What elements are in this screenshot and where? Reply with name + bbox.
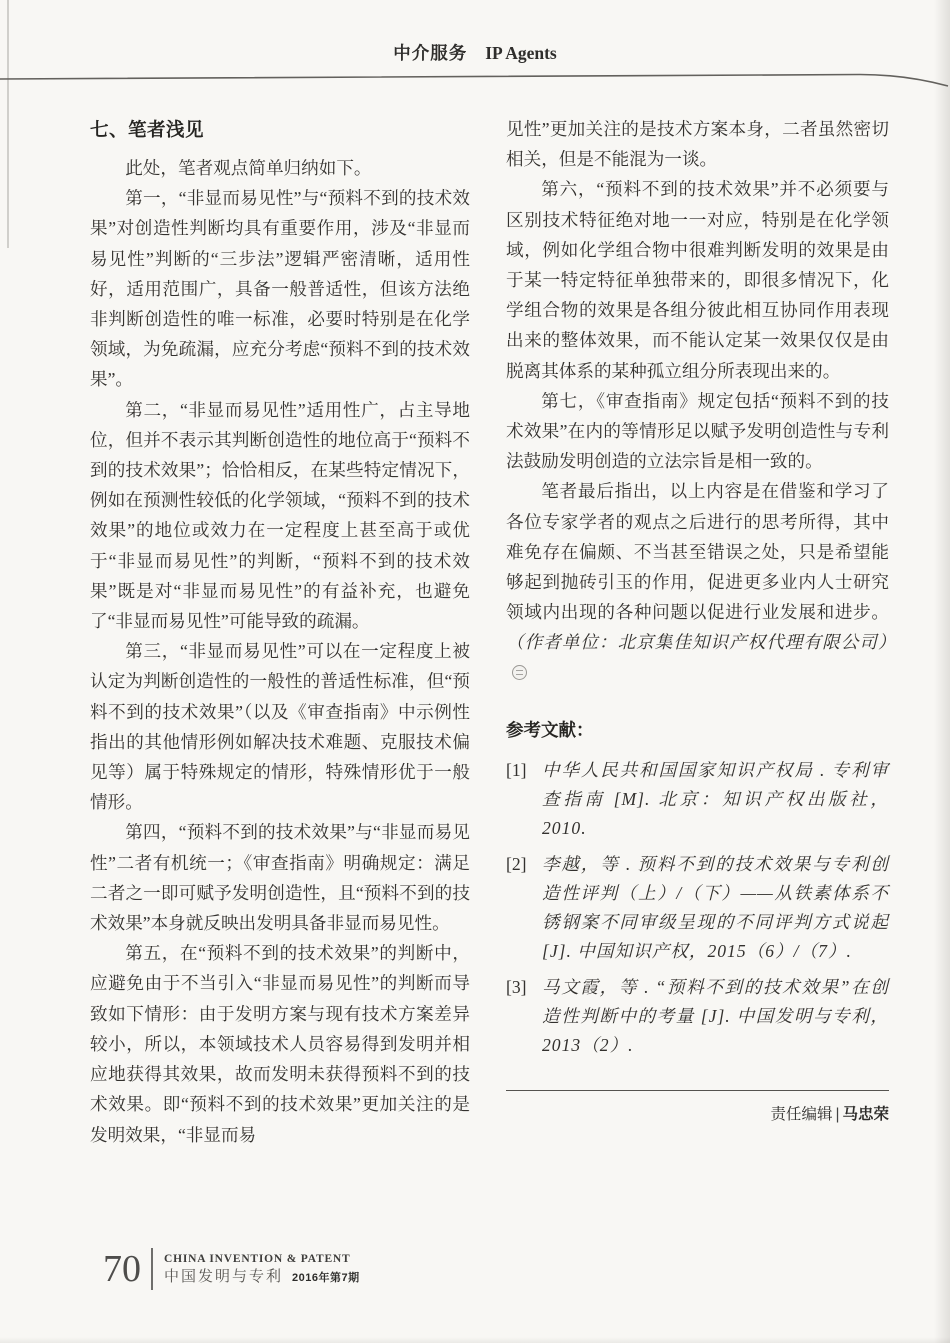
- reference-item: [506, 756, 889, 843]
- journal-name-en: CHINA INVENTION & PATENT: [164, 1252, 351, 1265]
- reference-marker: [2]: [506, 853, 527, 874]
- paragraph-closing: [506, 476, 897, 687]
- journal-name-zh: 中国发明与专利: [164, 1268, 284, 1285]
- page-number: 70: [103, 1248, 141, 1290]
- article-left-column: [90, 114, 470, 1150]
- footer-divider-bar: [151, 1248, 153, 1290]
- reference-item: [506, 973, 889, 1060]
- journal-name-zh-row: [164, 1267, 360, 1288]
- editor-divider-rule: [506, 1090, 889, 1091]
- closing-text: 笔者最后指出，以上内容是在借鉴和学习了各位专家学者的观点之后进行的思考所得，其中难免存在偏颇、不当甚至错误之处，只是希望能够起到抛砖引玉的作用，促进更多业内人士研究领域内出现的各种问题以促进行业发展和进步。: [506, 481, 889, 623]
- editor-name: 马忠荣: [842, 1105, 889, 1123]
- header-section-zh: 中介服务: [393, 43, 468, 63]
- journal-issue: 2016年第7期: [292, 1271, 360, 1284]
- paragraph-point-5: 第五，在“预料不到的技术效果”的判断中，应避免由于不当引入“非显而易见性”的判断而导致如下情形：由于发明方案与现有技术方案差异较小，所以，本领域技术人员容易得到发明并相应地获得其效果，故而发明未获得预料不到的技术效果。即“预料不到的技术效果”更加关注的是发明效果，“非显而易: [90, 943, 470, 1145]
- header-rule: [0, 66, 950, 92]
- editor-credit: [506, 1100, 889, 1130]
- reference-item: [506, 850, 889, 966]
- paragraph-point-3: 第三，“非显而易见性”可以在一定程度上被认定为判断创造性的一般性的普适性标准，但“预料不到的技术效果”（以及《审查指南》中示例性指出的其他情形例如解决技术难题、克服技术偏见等）属于特殊规定的情形，特殊情形优于一般情形。: [90, 641, 470, 813]
- article-right-column: [506, 114, 897, 1130]
- section-heading: 七、笔者浅见: [90, 119, 205, 140]
- page-footer: [103, 1248, 360, 1290]
- paragraph-point-1: 第一，“非显而易见性”与“预料不到的技术效果”对创造性判断均具有重要作用，涉及“非显而易见性”判断的“三步法”逻辑严密清晰，适用性好，适用范围广，具备一般普适性，但该方法绝非判断创造性的唯一标准，必要时特别是在化学领域，为免疏漏，应充分考虑“预料不到的技术效果”。: [90, 188, 470, 390]
- paragraph-point-2: 第二，“非显而易见性”适用性广，占主导地位，但并不表示其判断创造性的地位高于“预料不到的技术效果”；恰恰相反，在某些特定情况下，例如在预测性较低的化学领域，“预料不到的技术效果”的地位或效力在一定程度上甚至高于或优于“非显而易见性”的判断，“预料不到的技术效果”既是对“非显而易见性”的有益补充，也避免了“非显而易见性”可能导致的疏漏。: [90, 399, 470, 632]
- reference-text: 李越，等 . 预料不到的技术效果与专利创造性评判（上）/（下）——从铁素体系不锈钢案不同审级呈现的不同评判方式说起 [J]. 中国知识产权，2015（6）/（7）.: [542, 853, 889, 961]
- paragraph-point-7: 第七，《审查指南》规定包括“预料不到的技术效果”在内的等情形足以赋予发明创造性与专利法鼓励发明创造的立法宗旨是相一致的。: [506, 390, 889, 472]
- editor-label: 责任编辑: [770, 1105, 833, 1123]
- page-header: [0, 40, 950, 65]
- header-section-en: IP Agents: [485, 43, 557, 63]
- editor-separator: |: [835, 1105, 840, 1123]
- end-of-article-icon: [512, 665, 527, 680]
- paragraph-point-6: 第六，“预料不到的技术效果”并不必须要与区别技术特征绝对地一一对应，特别是在化学领域，例如化学组合物中很难判断发明的效果是由于某一特定特征单独带来的，即很多情况下，化学组合物的效果是各组分彼此相互协同作用表现出来的整体效果，而不能认定某一效果仅仅是由脱离其体系的某种孤立组分所表现出来的。: [506, 179, 889, 381]
- scan-artifact-left-line: [7, 0, 9, 248]
- paragraph-intro: 此处，笔者观点简单归纳如下。: [125, 158, 372, 178]
- reference-marker: [1]: [506, 759, 527, 780]
- paragraph-point-4: 第四，“预料不到的技术效果”与“非显而易见性”二者有机统一；《审查指南》明确规定：满足二者之一即可赋予发明创造性，且“预料不到的技术效果”本身就反映出发明具备非显而易见性。: [90, 822, 470, 934]
- reference-marker: [3]: [506, 976, 527, 997]
- author-affiliation-note: （作者单位：北京集佳知识产权代理有限公司）: [506, 632, 897, 653]
- scan-artifact-right-shadow: [934, 0, 950, 1343]
- scan-artifact-bottom-shadow: [0, 1337, 950, 1343]
- reference-text: 中华人民共和国国家知识产权局 . 专利审查指南 [M]. 北京：知识产权出版社，2010.: [542, 759, 889, 838]
- paragraph-point-5-continued: 见性”更加关注的是技术方案本身，二者虽然密切相关，但是不能混为一谈。: [506, 119, 889, 170]
- journal-info: [164, 1251, 360, 1288]
- references-heading: 参考文献：: [506, 719, 594, 740]
- reference-text: 马文霞，等 . “预料不到的技术效果”在创造性判断中的考量 [J]. 中国发明与专利，2013（2）.: [542, 976, 889, 1055]
